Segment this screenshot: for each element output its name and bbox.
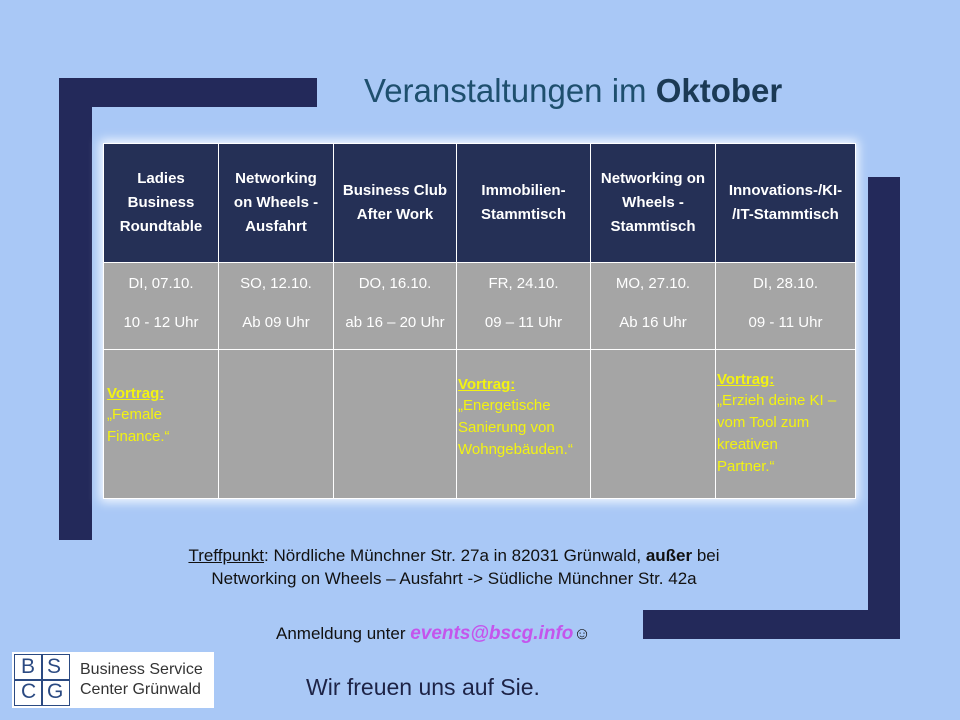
title-bold: Oktober <box>655 72 783 109</box>
registration-email-link[interactable]: events@bscg.info <box>410 623 574 644</box>
meeting-point-label: Treffpunkt <box>188 546 265 565</box>
closing-text: Wir freuen uns auf Sie. <box>306 674 540 700</box>
meeting-point-line-1: Treffpunkt: Nördliche Münchner Str. 27a in 82031 Grünwald, außer bei <box>188 546 720 565</box>
logo-monogram: B S C G <box>14 654 70 706</box>
event-name-cell: Innovations-/KI- /IT-Stammtisch <box>716 144 856 263</box>
date-row <box>104 263 856 350</box>
logo-text: Business Service Center Grünwald <box>80 661 203 698</box>
talk-row <box>104 350 856 499</box>
meeting-point-line-2: Networking on Wheels – Ausfahrt -> Südliche Münchner Str. 42a <box>211 569 697 588</box>
smiley-icon: ☺ <box>573 624 591 643</box>
frame-bar-left <box>59 78 92 540</box>
talk-cell: Vortrag: „Female Finance.“ <box>104 350 219 499</box>
date-cell: FR, 24.10. 09 – 11 Uhr <box>457 263 591 350</box>
event-name-cell: Ladies Business Roundtable <box>104 144 219 263</box>
talk-cell-empty <box>591 350 716 499</box>
registration-text: Anmeldung unter <box>276 624 411 643</box>
date-cell: DO, 16.10. ab 16 – 20 Uhr <box>334 263 457 350</box>
talk-cell: Vortrag: „Energetische Sanierung von Wohngebäuden.“ <box>457 350 591 499</box>
page-title <box>364 72 782 110</box>
event-name-cell: Immobilien- Stammtisch <box>457 144 591 263</box>
date-cell: MO, 27.10. Ab 16 Uhr <box>591 263 716 350</box>
event-name-cell: Business Club After Work <box>334 144 457 263</box>
title-main: Veranstaltungen im <box>364 72 656 109</box>
talk-cell: Vortrag: „Erzieh deine KI – vom Tool zum kreativen Partner.“ <box>716 350 856 499</box>
company-logo <box>12 652 214 708</box>
date-cell: DI, 28.10. 09 - 11 Uhr <box>716 263 856 350</box>
frame-bar-right <box>868 177 900 639</box>
talk-cell-empty <box>219 350 334 499</box>
date-cell: SO, 12.10. Ab 09 Uhr <box>219 263 334 350</box>
event-name-cell: Networking on Wheels - Ausfahrt <box>219 144 334 263</box>
meeting-point-info <box>118 544 790 590</box>
event-name-cell: Networking on Wheels - Stammtisch <box>591 144 716 263</box>
talk-cell-empty <box>334 350 457 499</box>
frame-bar-bottom-right <box>643 610 900 639</box>
frame-bar-top-left <box>59 78 317 107</box>
events-table-container <box>103 143 855 499</box>
header-row <box>104 144 856 263</box>
registration-line <box>276 623 591 645</box>
events-table <box>103 143 856 499</box>
date-cell: DI, 07.10. 10 - 12 Uhr <box>104 263 219 350</box>
